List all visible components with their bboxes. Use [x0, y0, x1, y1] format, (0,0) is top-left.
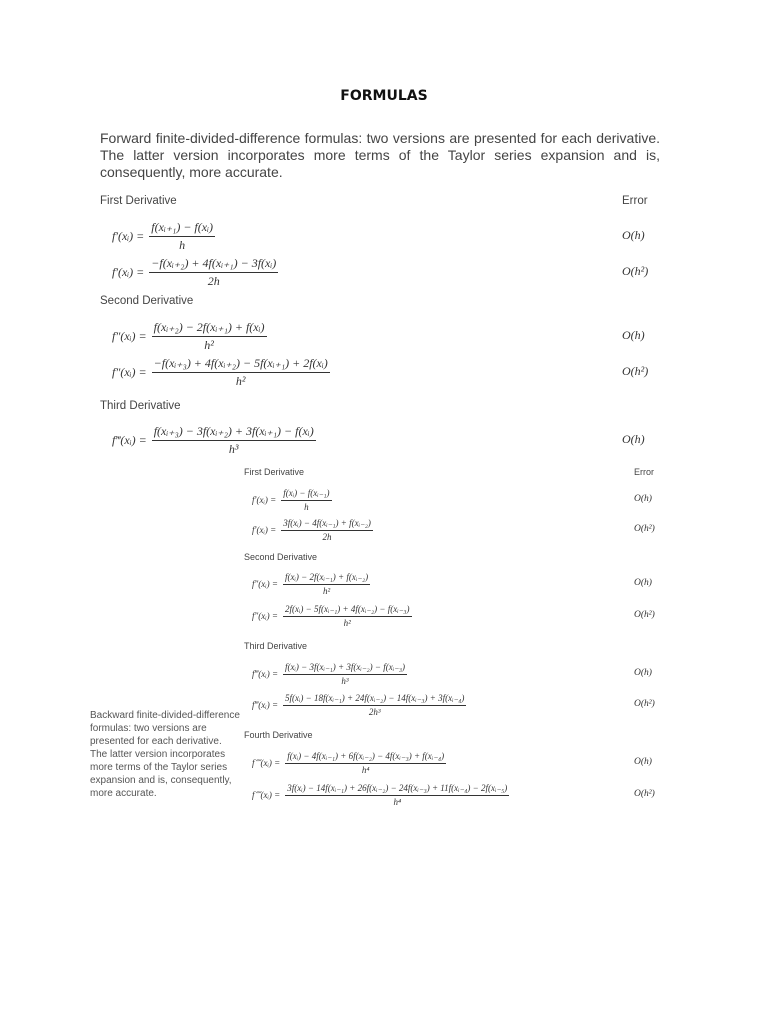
forward-error-header: Error [622, 195, 648, 207]
formula-denominator: h³ [228, 442, 239, 456]
formula-numerator: f(xᵢ₊₃) − 3f(xᵢ₊₂) + 3f(xᵢ₊₁) − f(xᵢ) [152, 424, 316, 441]
formula-denominator: h² [235, 374, 246, 388]
backward-second-derivative-heading: Second Derivative [244, 552, 318, 562]
forward-first-derivative-error-2: O(h²) [622, 264, 649, 278]
backward-first-derivative-error-2: O(h²) [634, 524, 655, 534]
formula-lhs: f″(xᵢ) = [112, 365, 147, 379]
backward-error-header: Error [634, 467, 654, 477]
formula-lhs: f‴(xᵢ) = [252, 669, 279, 679]
formula-lhs: f″(xᵢ) = [252, 611, 278, 621]
backward-fourth-derivative-error-2: O(h²) [634, 789, 655, 799]
formula-numerator: f(xᵢ) − 4f(xᵢ₋₁) + 6f(xᵢ₋₂) − 4f(xᵢ₋₃) + f(xᵢ₋₄) [285, 751, 446, 764]
formula-denominator: 2h [207, 274, 220, 288]
formula-numerator: f(xᵢ) − f(xᵢ₋₁) [281, 488, 331, 501]
backward-second-derivative-formula-2 [252, 604, 412, 628]
formula-lhs: f′(xᵢ) = [252, 495, 277, 505]
forward-first-derivative-heading: First Derivative [100, 195, 177, 207]
formula-lhs: f′(xᵢ) = [112, 265, 145, 279]
formula-denominator: h [179, 238, 186, 252]
backward-first-derivative-formula-1 [252, 488, 332, 512]
formula-lhs: f‴(xᵢ) = [252, 700, 279, 710]
formula-lhs: f⁗(xᵢ) = [252, 789, 281, 800]
backward-third-derivative-error-2: O(h²) [634, 699, 655, 709]
backward-first-derivative-error-1: O(h) [634, 494, 652, 504]
backward-second-derivative-error-1: O(h) [634, 578, 652, 588]
backward-first-derivative-heading: First Derivative [244, 467, 305, 477]
formula-denominator: h⁴ [393, 797, 402, 807]
forward-third-derivative-heading: Third Derivative [100, 400, 181, 412]
backward-first-derivative-formula-2 [252, 518, 373, 542]
formula-lhs: f″(xᵢ) = [252, 579, 278, 589]
forward-intro-paragraph: Forward finite-divided-difference formulas: two versions are presented for each derivative. The latter version incorporates more terms of the Taylor series expansion and is, consequently, more accurate. [100, 130, 660, 180]
formula-numerator: −f(xᵢ₊₃) + 4f(xᵢ₊₂) − 5f(xᵢ₊₁) + 2f(xᵢ) [152, 356, 330, 373]
backward-fourth-derivative-error-1: O(h) [634, 757, 652, 767]
backward-third-derivative-formula-1 [252, 662, 407, 686]
formula-denominator: h³ [341, 676, 349, 686]
formula-numerator: f(xᵢ₊₁) − f(xᵢ) [149, 220, 215, 237]
formula-denominator: 2h [322, 532, 332, 542]
forward-second-derivative-error-1: O(h) [622, 328, 645, 342]
formula-denominator: h² [343, 618, 351, 628]
backward-second-derivative-error-2: O(h²) [634, 610, 655, 620]
backward-fourth-derivative-formula-2 [252, 783, 509, 807]
forward-second-derivative-formula-2 [112, 356, 330, 389]
formula-denominator: h [304, 502, 309, 512]
formula-numerator: f(xᵢ) − 3f(xᵢ₋₁) + 3f(xᵢ₋₂) − f(xᵢ₋₃) [283, 662, 407, 675]
formula-numerator: 3f(xᵢ) − 4f(xᵢ₋₁) + f(xᵢ₋₂) [281, 518, 373, 531]
formula-lhs: f⁗(xᵢ) = [252, 757, 281, 768]
backward-third-derivative-error-1: O(h) [634, 668, 652, 678]
formula-numerator: −f(xᵢ₊₂) + 4f(xᵢ₊₁) − 3f(xᵢ) [149, 256, 278, 273]
forward-first-derivative-formula-1 [112, 220, 215, 253]
formula-lhs: f‴(xᵢ) = [112, 433, 147, 447]
formula-lhs: f″(xᵢ) = [112, 329, 147, 343]
forward-second-derivative-heading: Second Derivative [100, 295, 194, 307]
backward-fourth-derivative-formula-1 [252, 751, 446, 775]
formula-numerator: f(xᵢ₊₂) − 2f(xᵢ₊₁) + f(xᵢ) [152, 320, 267, 337]
forward-first-derivative-formula-2 [112, 256, 278, 289]
backward-third-derivative-formula-2 [252, 693, 466, 717]
formula-numerator: 5f(xᵢ) − 18f(xᵢ₋₁) + 24f(xᵢ₋₂) − 14f(xᵢ₋₃) + 3f(xᵢ₋₄) [283, 693, 466, 706]
page-title: FORMULAS [340, 88, 428, 104]
formula-numerator: 3f(xᵢ) − 14f(xᵢ₋₁) + 26f(xᵢ₋₂) − 24f(xᵢ₋₃) + 11f(xᵢ₋₄) − 2f(xᵢ₋₅) [285, 783, 509, 796]
backward-second-derivative-formula-1 [252, 572, 370, 596]
forward-second-derivative-error-2: O(h²) [622, 364, 649, 378]
formula-numerator: f(xᵢ) − 2f(xᵢ₋₁) + f(xᵢ₋₂) [283, 572, 370, 585]
formula-denominator: h² [322, 586, 331, 596]
formula-lhs: f′(xᵢ) = [252, 525, 277, 535]
backward-fourth-derivative-heading: Fourth Derivative [244, 730, 313, 740]
forward-third-derivative-formula-1 [112, 424, 316, 457]
formula-denominator: h⁴ [361, 765, 370, 775]
forward-second-derivative-formula-1 [112, 320, 267, 353]
forward-first-derivative-error-1: O(h) [622, 228, 645, 242]
formula-numerator: 2f(xᵢ) − 5f(xᵢ₋₁) + 4f(xᵢ₋₂) − f(xᵢ₋₃) [283, 604, 412, 617]
backward-side-note: Backward finite-divided-difference formulas: two versions are presented for each derivative. The latter version incorporates more terms of the Taylor series expansion and is, consequently, more accurate. [90, 710, 240, 799]
formula-denominator: h² [204, 338, 214, 352]
backward-third-derivative-heading: Third Derivative [244, 641, 308, 651]
formula-denominator: 2h³ [368, 707, 381, 717]
formula-lhs: f′(xᵢ) = [112, 229, 145, 243]
forward-third-derivative-error-1: O(h) [622, 432, 645, 446]
